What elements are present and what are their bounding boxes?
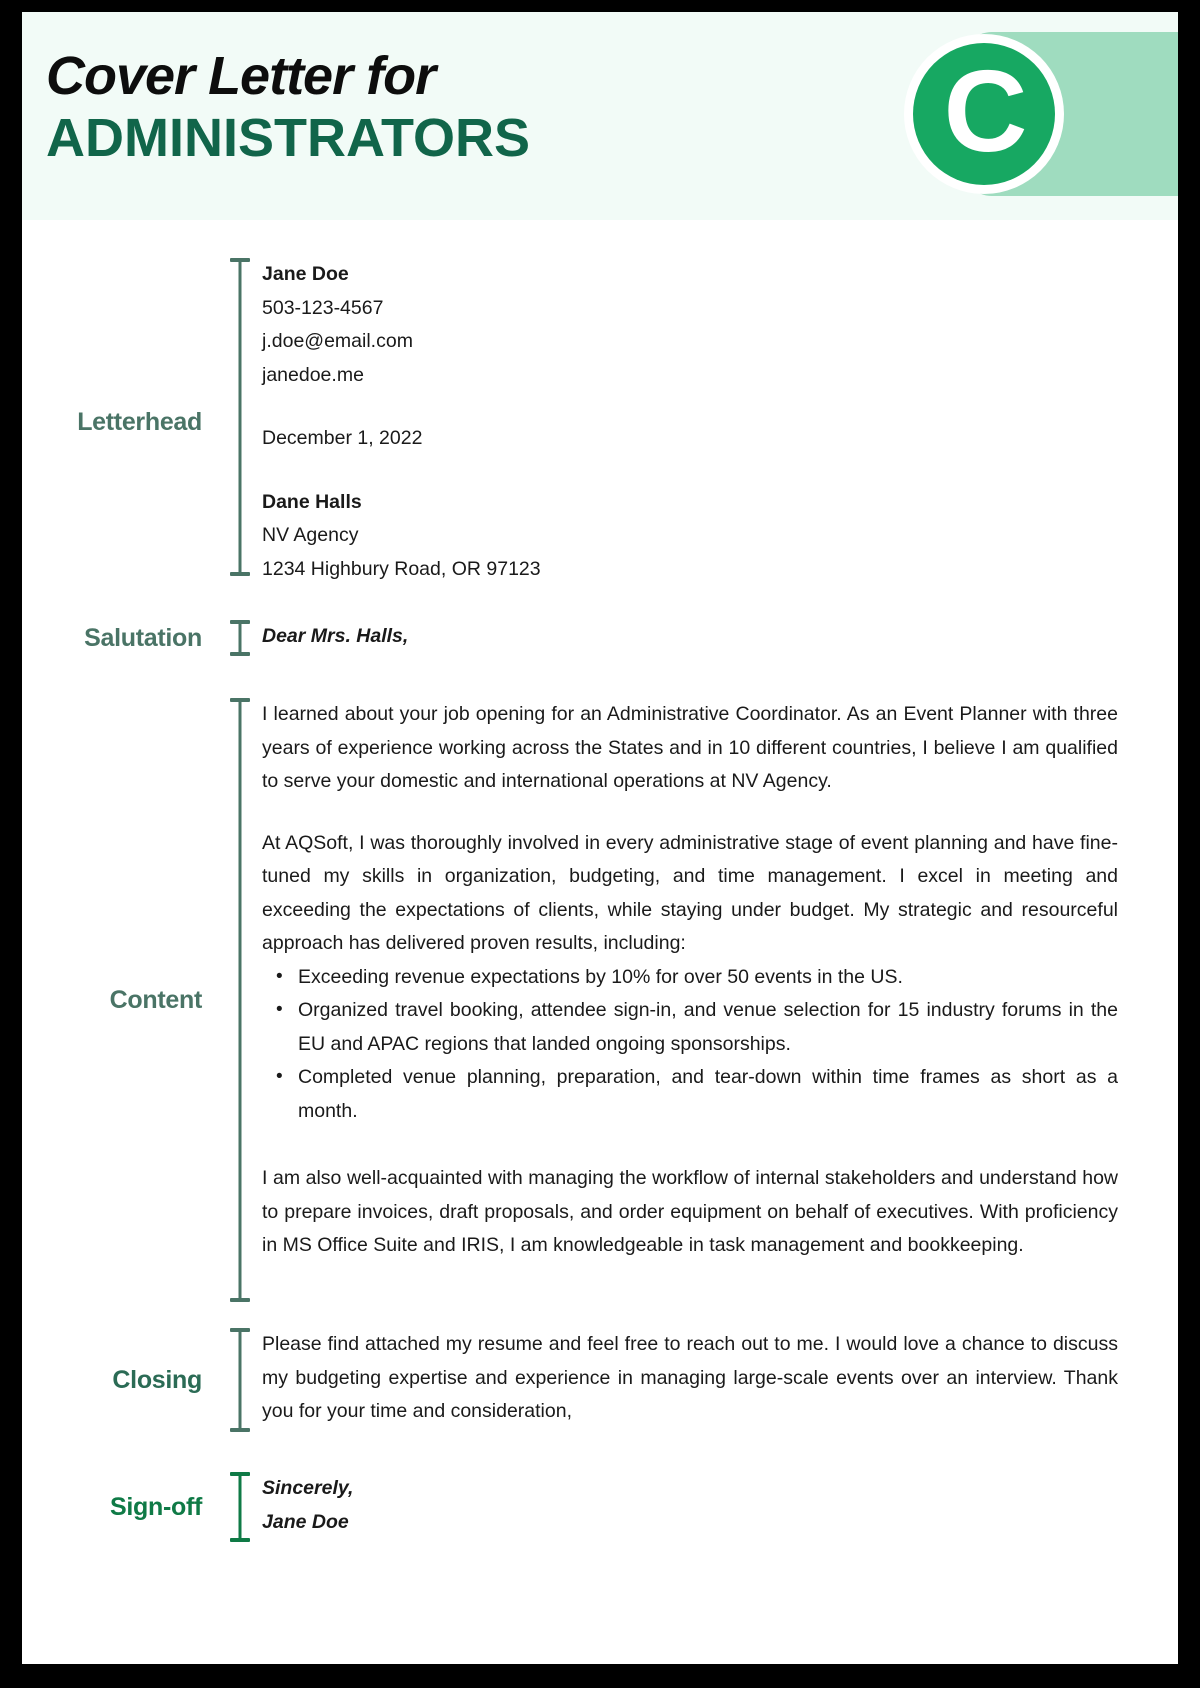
- logo-band: [943, 32, 1178, 196]
- bracket-cap-bottom: [230, 1428, 250, 1432]
- sender-phone: 503-123-4567: [262, 296, 384, 319]
- letterhead-bracket-col: [218, 258, 262, 586]
- signoff-line-2: Jane Doe: [262, 1510, 349, 1533]
- content-paragraph-2: At AQSoft, I was thoroughly involved in every administrative stage of event planning and have fine-tuned my skills in organization, budgeting, and time management. I excel in meeting and exceeding the expectations of clients, while staying under budget. My strategic and resourceful approach has delivered proven results, including:: [262, 831, 1118, 955]
- section-letterhead: [22, 258, 1178, 586]
- list-item: • Exceeding revenue expectations by 10% for over 50 events in the US.: [298, 961, 1118, 995]
- bracket-stem: [239, 1328, 242, 1432]
- letter-body: [22, 220, 1178, 1664]
- salutation-bracket-col: [218, 620, 262, 656]
- content-label-col: [22, 698, 218, 1302]
- letterhead-gap-1: [262, 392, 1118, 422]
- salutation-text: Dear Mrs. Halls,: [262, 625, 409, 647]
- cover-letter-page: [22, 12, 1178, 1664]
- list-item: • Organized travel booking, attendee sign-in, and venue selection for 15 industry forums in the EU and APAC regions that landed ongoing sponsorships.: [298, 994, 1118, 1061]
- closing-label-col: [22, 1328, 218, 1432]
- sender-website: janedoe.me: [262, 363, 364, 386]
- section-signoff: [22, 1472, 1178, 1542]
- bracket-cap-bottom: [230, 652, 250, 656]
- sender-name: Jane Doe: [262, 263, 349, 285]
- signoff-line-1: Sincerely,: [262, 1477, 354, 1499]
- title-line-1: Cover Letter for: [46, 46, 436, 106]
- content-paragraph-1: I learned about your job opening for an Administrative Coordinator. As an Event Planner with three years of experience working across the States and in 10 different countries, I believe I am qualified to serve your domestic and international operations at NV Agency.: [262, 703, 1118, 793]
- closing-paragraph: Please find attached my resume and feel free to reach out to me. I would love a chance to discuss my budgeting expertise and experience in managing large-scale events over an interview. Thank you for your time and consideration,: [262, 1333, 1118, 1423]
- bracket-stem: [239, 1472, 242, 1542]
- bracket-salutation: [229, 620, 251, 656]
- label-closing: Closing: [112, 1365, 202, 1394]
- sender-email: j.doe@email.com: [262, 330, 413, 353]
- title-line-2: ADMINISTRATORS: [46, 107, 530, 168]
- list-item: • Completed venue planning, preparation, and tear-down within time frames as short as a month.: [298, 1061, 1118, 1128]
- bracket-cap-bottom: [230, 1298, 250, 1302]
- recipient-name: Dane Halls: [262, 490, 362, 513]
- letter-date: December 1, 2022: [262, 427, 423, 450]
- signoff-bracket-col: [218, 1472, 262, 1542]
- logo-circle-icon: [904, 34, 1064, 194]
- bracket-cap-bottom: [230, 1538, 250, 1542]
- label-content: Content: [109, 985, 202, 1014]
- logo-inner-circle: [913, 43, 1055, 185]
- page-title: [46, 48, 530, 172]
- bracket-closing: [229, 1328, 251, 1432]
- salutation-label-col: [22, 620, 218, 656]
- bracket-cap-bottom: [230, 572, 250, 576]
- bracket-stem: [239, 258, 242, 576]
- signoff-label-col: [22, 1472, 218, 1542]
- bracket-letterhead: [229, 258, 251, 576]
- page-header: [22, 12, 1178, 220]
- section-content: [22, 698, 1178, 1302]
- closing-content: [262, 1328, 1178, 1432]
- content-bullet-list: [262, 961, 1118, 1129]
- letterhead-gap-2: [262, 456, 1118, 486]
- label-salutation: Salutation: [84, 623, 202, 652]
- bracket-signoff: [229, 1472, 251, 1542]
- section-closing: [22, 1328, 1178, 1432]
- label-signoff: Sign-off: [109, 1492, 202, 1521]
- closing-bracket-col: [218, 1328, 262, 1432]
- bracket-stem: [239, 698, 242, 1302]
- bracket-content: [229, 698, 251, 1302]
- content-paragraph-3: I am also well-acquainted with managing the workflow of internal stakeholders and understand how to prepare invoices, draft proposals, and order equipment on behalf of executives. With proficiency in MS Office Suite and IRIS, I am knowledgeable in task management and bookkeeping.: [262, 1167, 1118, 1257]
- content-body: [262, 698, 1178, 1302]
- label-letterhead: Letterhead: [77, 407, 202, 436]
- logo-letter-c: C: [943, 46, 1025, 176]
- letterhead-label-col: [22, 258, 218, 586]
- bracket-stem: [239, 620, 242, 656]
- signoff-content: [262, 1472, 1178, 1542]
- recipient-company: NV Agency: [262, 524, 359, 547]
- salutation-content: [262, 620, 1178, 656]
- section-salutation: [22, 620, 1178, 656]
- recipient-address: 1234 Highbury Road, OR 97123: [262, 557, 541, 580]
- letterhead-content: [262, 258, 1178, 586]
- content-bracket-col: [218, 698, 262, 1302]
